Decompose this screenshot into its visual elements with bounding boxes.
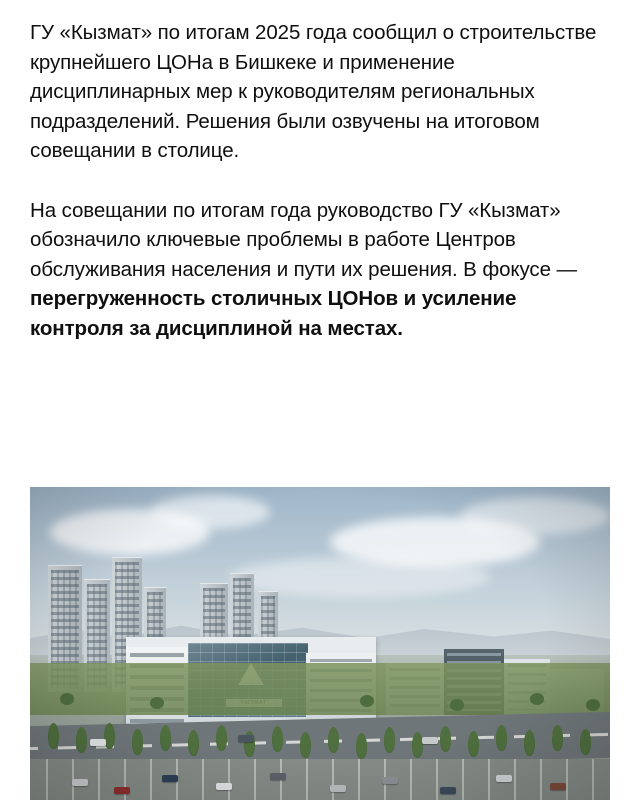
paragraph-1-text: ГУ «Кызмат» по итогам 2025 года сообщил о строительстве крупнейшего ЦОНа в Бишкеке и применение дисциплинарных мер к руководителям региональных подразделений. Решения были озвучены на итоговом совещании в столице. <box>30 21 597 162</box>
road-marking <box>30 733 610 751</box>
tree-icon <box>272 726 283 752</box>
car-icon <box>270 773 286 780</box>
article-image <box>30 487 610 800</box>
tree-icon <box>552 725 563 751</box>
tree-icon <box>440 726 451 752</box>
tree-icon <box>48 723 59 749</box>
shrub-icon <box>360 695 374 707</box>
shrub-icon <box>450 699 464 711</box>
cloud-icon <box>150 495 270 529</box>
tree-icon <box>412 732 423 758</box>
car-icon <box>330 785 346 792</box>
tree-icon <box>132 729 143 755</box>
shrub-icon <box>150 697 164 709</box>
tree-icon <box>468 731 479 757</box>
render-scene <box>30 487 610 800</box>
paragraph-1 <box>30 18 610 166</box>
car-icon <box>382 777 398 784</box>
car-icon <box>162 775 178 782</box>
tree-icon <box>580 729 591 755</box>
car-icon <box>114 787 130 794</box>
tree-icon <box>188 730 199 756</box>
article-body <box>30 18 610 343</box>
tree-icon <box>328 727 339 753</box>
lawn <box>30 663 610 715</box>
cloud-icon <box>460 497 610 535</box>
shrub-icon <box>60 693 74 705</box>
tree-icon <box>384 727 395 753</box>
tree-icon <box>300 732 311 758</box>
paragraph-2-text-bold: перегруженность столичных ЦОНов и усиление контроля за дисциплиной на местах. <box>30 287 517 340</box>
car-icon <box>216 783 232 790</box>
car-icon <box>90 739 106 746</box>
car-icon <box>238 735 254 742</box>
car-icon <box>550 783 566 790</box>
tree-icon <box>76 727 87 753</box>
paragraph-2-text-regular: На совещании по итогам года руководство ГУ «Кызмат» обозначило ключевые проблемы в работе Центров обслуживания населения и пути их решения. В фокусе — <box>30 198 577 281</box>
shrub-icon <box>586 699 600 711</box>
tree-icon <box>524 730 535 756</box>
car-icon <box>496 775 512 782</box>
tree-icon <box>216 725 227 751</box>
car-icon <box>440 787 456 794</box>
tree-icon <box>160 725 171 751</box>
car-icon <box>422 737 438 744</box>
paragraph-2 <box>30 196 610 344</box>
shrub-icon <box>530 693 544 705</box>
car-icon <box>72 779 88 786</box>
tree-icon <box>356 733 367 759</box>
tree-icon <box>496 725 507 751</box>
